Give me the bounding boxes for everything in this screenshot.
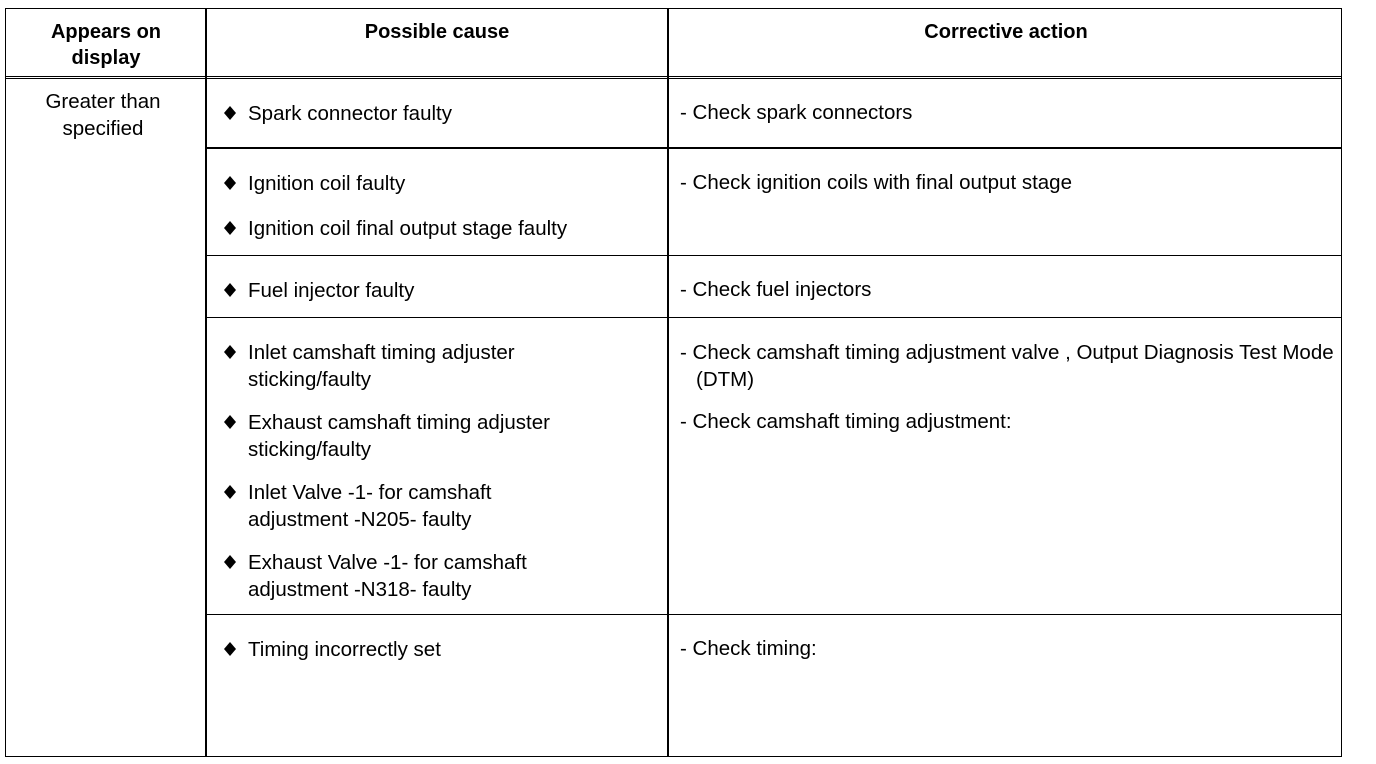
- diamond-bullet-icon: [224, 642, 236, 656]
- cause-text: Ignition coil final output stage faulty: [248, 217, 568, 240]
- action-item: - Check camshaft timing adjustment:: [680, 410, 1012, 433]
- diamond-bullet-icon: [224, 176, 236, 190]
- action-item: - Check timing:: [680, 637, 817, 660]
- cause-text: Inlet camshaft timing adjuster sticking/faulty: [248, 341, 515, 391]
- header-possible-cause: Possible cause: [364, 21, 510, 43]
- diagnosis-table: [5, 8, 1342, 757]
- header-corrective-action: Corrective action: [924, 21, 1088, 43]
- action-item: - Check camshaft timing adjustment valve , Output Diagnosis Test Mode (DTM): [680, 341, 1334, 391]
- cause-text: Timing incorrectly set: [248, 638, 441, 661]
- column-divider: [667, 9, 669, 756]
- header-separator: [6, 76, 1341, 77]
- action-item: - Check ignition coils with final output stage: [680, 171, 1072, 194]
- cause-text: Spark connector faulty: [248, 102, 452, 125]
- row-separator: [206, 317, 1341, 318]
- column-divider: [205, 9, 207, 756]
- cause-text: Inlet Valve -1- for camshaft adjustment -N205- faulty: [248, 481, 492, 531]
- cause-item: [224, 215, 654, 242]
- row-separator: [206, 147, 1341, 149]
- diamond-bullet-icon: [224, 485, 236, 499]
- header-separator: [6, 78, 1341, 79]
- header-appears-on-display: Appears on display: [50, 21, 162, 69]
- cause-item: [224, 277, 654, 304]
- cause-item: [224, 479, 574, 533]
- diamond-bullet-icon: [224, 345, 236, 359]
- action-item: - Check spark connectors: [680, 101, 913, 124]
- cause-item: [224, 549, 599, 603]
- cause-text: Exhaust Valve -1- for camshaft adjustment -N318- faulty: [248, 551, 527, 601]
- cause-item: [224, 636, 654, 663]
- diamond-bullet-icon: [224, 283, 236, 297]
- cause-text: Fuel injector faulty: [248, 279, 415, 302]
- cause-item: [224, 409, 624, 463]
- diamond-bullet-icon: [224, 415, 236, 429]
- diamond-bullet-icon: [224, 555, 236, 569]
- row-separator: [206, 255, 1341, 256]
- appears-on-display-value: Greater than specified: [45, 90, 161, 140]
- row-separator: [206, 614, 1341, 615]
- diamond-bullet-icon: [224, 221, 236, 235]
- action-item: - Check fuel injectors: [680, 278, 872, 301]
- cause-item: [224, 100, 654, 127]
- cause-text: Exhaust camshaft timing adjuster sticking/faulty: [248, 411, 550, 461]
- cause-text: Ignition coil faulty: [248, 172, 406, 195]
- diamond-bullet-icon: [224, 106, 236, 120]
- cause-item: [224, 170, 654, 197]
- cause-item: [224, 339, 604, 393]
